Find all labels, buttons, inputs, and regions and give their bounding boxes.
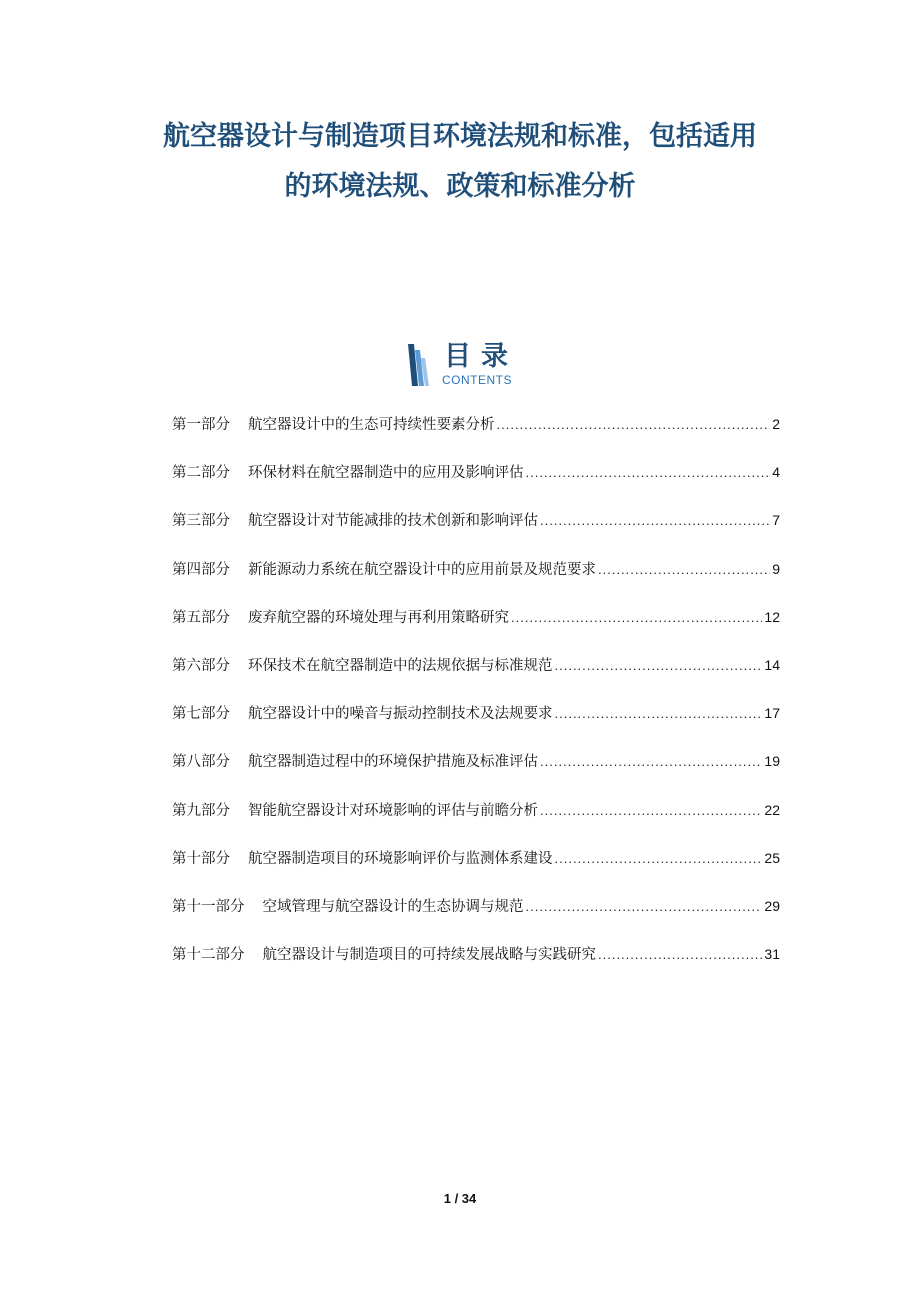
toc-entry[interactable] bbox=[172, 558, 780, 606]
toc-leader-dots bbox=[555, 706, 763, 721]
toc-leader-dots bbox=[511, 610, 762, 625]
toc-entry-page: 25 bbox=[764, 849, 780, 866]
toc-entry[interactable] bbox=[172, 702, 780, 750]
toc-entry-part: 第九部分 bbox=[172, 802, 230, 819]
toc-entry[interactable] bbox=[172, 606, 780, 654]
toc-leader-dots bbox=[497, 417, 771, 432]
toc-entry-title: 航空器制造过程中的环境保护措施及标准评估 bbox=[248, 754, 538, 771]
toc-entry-title: 新能源动力系统在航空器设计中的应用前景及规范要求 bbox=[248, 561, 596, 578]
title-line-1: 航空器设计与制造项目环境法规和标准，包括适用 bbox=[163, 121, 757, 152]
toc-entry[interactable] bbox=[172, 847, 780, 895]
page-indicator: 1 / 34 bbox=[443, 1191, 477, 1206]
toc-header bbox=[404, 340, 534, 390]
toc-leader-dots bbox=[598, 562, 770, 577]
toc-entry-part: 第六部分 bbox=[172, 657, 230, 674]
toc-entry[interactable] bbox=[172, 461, 780, 509]
toc-entry-page: 19 bbox=[764, 753, 780, 770]
toc-entry-title: 航空器设计与制造项目的可持续发展战略与实践研究 bbox=[262, 947, 596, 964]
toc-entry[interactable] bbox=[172, 413, 780, 461]
toc-entry-part: 第三部分 bbox=[172, 513, 230, 530]
toc-entry[interactable] bbox=[172, 943, 780, 991]
toc-entry-title: 航空器设计对节能减排的技术创新和影响评估 bbox=[248, 513, 538, 530]
toc-entry-page: 22 bbox=[764, 801, 780, 818]
toc-entry-page: 14 bbox=[764, 656, 780, 673]
toc-heading: 目录 bbox=[444, 341, 518, 372]
toc-leader-dots bbox=[540, 803, 762, 818]
toc-entry-title: 废弃航空器的环境处理与再利用策略研究 bbox=[248, 609, 509, 626]
toc-leader-dots bbox=[526, 465, 771, 480]
toc-entry-part: 第十二部分 bbox=[172, 947, 245, 964]
toc-entry[interactable] bbox=[172, 799, 780, 847]
document-title bbox=[0, 112, 920, 212]
toc-leader-dots bbox=[540, 513, 770, 528]
contents-logo-icon bbox=[404, 344, 436, 386]
toc-entry[interactable] bbox=[172, 509, 780, 557]
toc-entry-page: 17 bbox=[764, 705, 780, 722]
toc-entry-title: 航空器制造项目的环境影响评价与监测体系建设 bbox=[248, 850, 553, 867]
table-of-contents bbox=[172, 413, 780, 991]
toc-entry-page: 7 bbox=[772, 512, 780, 529]
toc-leader-dots bbox=[598, 947, 762, 962]
toc-entry-part: 第十部分 bbox=[172, 850, 230, 867]
toc-subheading: CONTENTS bbox=[442, 373, 512, 387]
toc-entry-title: 环保材料在航空器制造中的应用及影响评估 bbox=[248, 465, 524, 482]
toc-entry[interactable] bbox=[172, 654, 780, 702]
toc-entry-part: 第七部分 bbox=[172, 706, 230, 723]
toc-leader-dots bbox=[555, 658, 763, 673]
toc-entry-page: 29 bbox=[764, 897, 780, 914]
toc-entry-title: 环保技术在航空器制造中的法规依据与标准规范 bbox=[248, 657, 553, 674]
toc-leader-dots bbox=[555, 851, 763, 866]
toc-leader-dots bbox=[526, 899, 763, 914]
toc-entry-title: 智能航空器设计对环境影响的评估与前瞻分析 bbox=[248, 802, 538, 819]
toc-entry[interactable] bbox=[172, 895, 780, 943]
toc-entry-part: 第十一部分 bbox=[172, 898, 245, 915]
toc-entry-title: 空域管理与航空器设计的生态协调与规范 bbox=[262, 898, 524, 915]
toc-entry-page: 31 bbox=[764, 946, 780, 963]
toc-entry-part: 第八部分 bbox=[172, 754, 230, 771]
toc-entry-title: 航空器设计中的生态可持续性要素分析 bbox=[248, 417, 495, 433]
toc-entry-part: 第一部分 bbox=[172, 417, 230, 433]
toc-entry-part: 第五部分 bbox=[172, 609, 230, 626]
toc-entry-page: 12 bbox=[764, 608, 780, 625]
toc-entry-title: 航空器设计中的噪音与振动控制技术及法规要求 bbox=[248, 706, 553, 723]
toc-entry[interactable] bbox=[172, 750, 780, 798]
toc-entry-page: 9 bbox=[772, 560, 780, 577]
toc-entry-part: 第四部分 bbox=[172, 561, 230, 578]
toc-entry-page: 4 bbox=[772, 464, 780, 481]
toc-entry-page: 2 bbox=[772, 416, 780, 432]
toc-leader-dots bbox=[540, 754, 762, 769]
title-line-2: 的环境法规、政策和标准分析 bbox=[284, 171, 636, 202]
toc-entry-part: 第二部分 bbox=[172, 465, 230, 482]
